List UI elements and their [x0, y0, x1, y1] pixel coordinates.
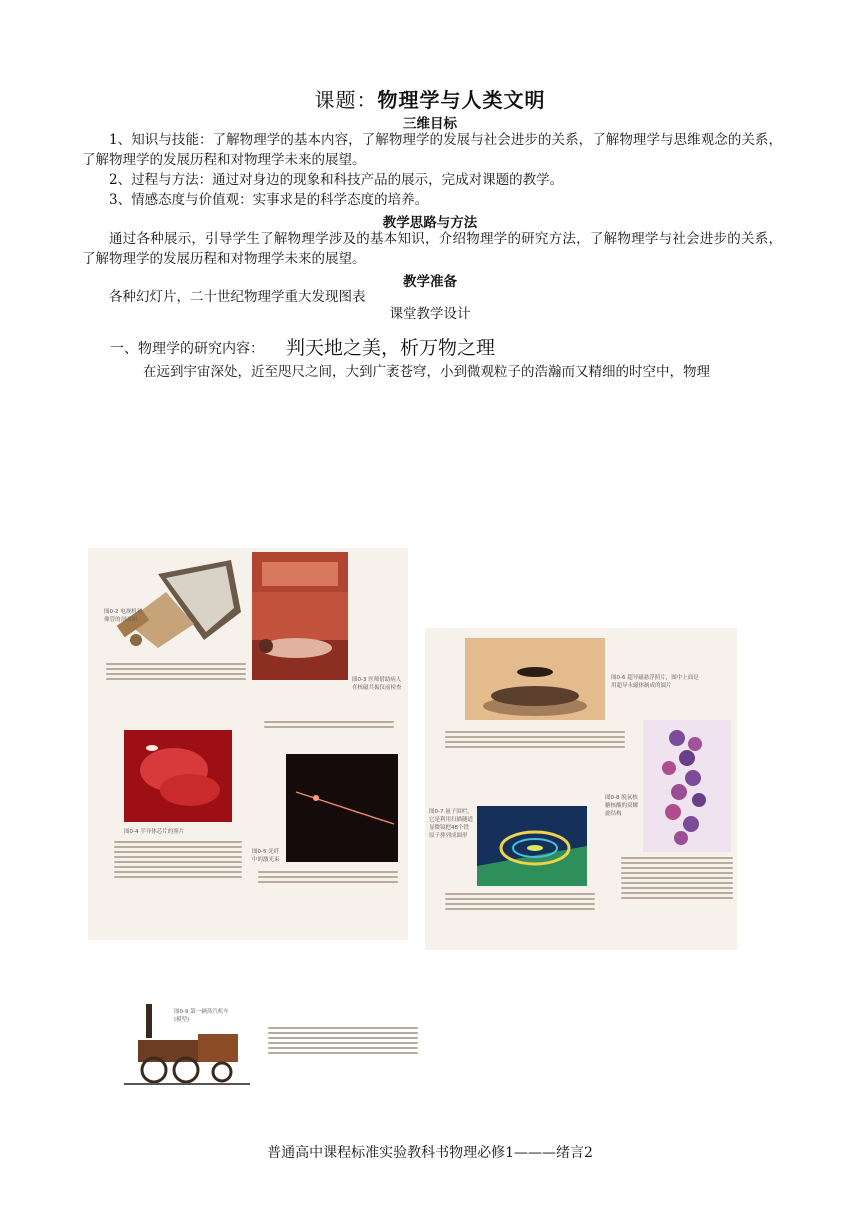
goals-item-1: 1、知识与技能：了解物理学的基本内容，了解物理学的发展与社会进步的关系，了解物理学与思维观念的关系，了解物理学的发展历程和对物理学未来的展望。: [82, 132, 782, 168]
approach-text: 通过各种展示，引导学生了解物理学涉及的基本知识，介绍物理学的研究方法，了解物理学与社会进步的关系，了解物理学的发展历程和对物理学未来的展望。: [82, 231, 782, 267]
prep-text: 各种幻灯片，二十世纪物理学重大发现图表: [109, 289, 366, 305]
dna-figure: [643, 720, 731, 852]
right-figure-panel: 图0-6 超导磁悬浮照片，图中上面是用超导永磁体制成的圆片 图0-8 脱氧核糖核酸的双螺旋结构 图0-7 量子围栏，它是利用扫描隧道显微镜把48个铁原子排列成圆形: [425, 628, 737, 950]
levitation-figure: [465, 638, 605, 720]
section-1-heading: 一、物理学的研究内容： 判天地之美，析万物之理: [110, 337, 496, 359]
left-figure-panel: 图0-2 电视机显像管的剖面图 图0-3 医师借助病人在核磁共振仪前检查 图0-4 半导体芯片的照片 图0-5 光纤中的激光束: [88, 548, 408, 940]
goals-item-2: 2、过程与方法：通过对身边的现象和科技产品的展示，完成对课题的教学。: [109, 172, 564, 188]
mri-figure: [252, 552, 348, 680]
goals-heading: 三维目标: [403, 116, 457, 132]
section-1-motto: 判天地之美，析万物之理: [286, 337, 496, 359]
design-heading: 课堂教学设计: [389, 306, 471, 322]
lesson-title-main: 物理学与人类文明: [377, 88, 546, 112]
section-1-text: 在远到宇宙深处，近至咫尺之间，大到广袤苍穹，小到微观粒子的浩瀚而又精细的时空中，物理: [143, 364, 710, 380]
page-footer: 普通高中课程标准实验教科书物理必修1———绪言2: [267, 1145, 593, 1161]
goals-item-3: 3、情感态度与价值观：实事求是的科学态度的培养。: [109, 192, 429, 208]
lesson-title: 课题：物理学与人类文明: [314, 88, 546, 112]
approach-heading: 教学思路与方法: [382, 215, 478, 231]
fiber-figure: [286, 754, 398, 862]
prep-heading: 教学准备: [403, 274, 457, 290]
laser-figure: [124, 730, 232, 822]
ring-surface-figure: [477, 806, 587, 886]
crt-figure: [96, 552, 251, 660]
